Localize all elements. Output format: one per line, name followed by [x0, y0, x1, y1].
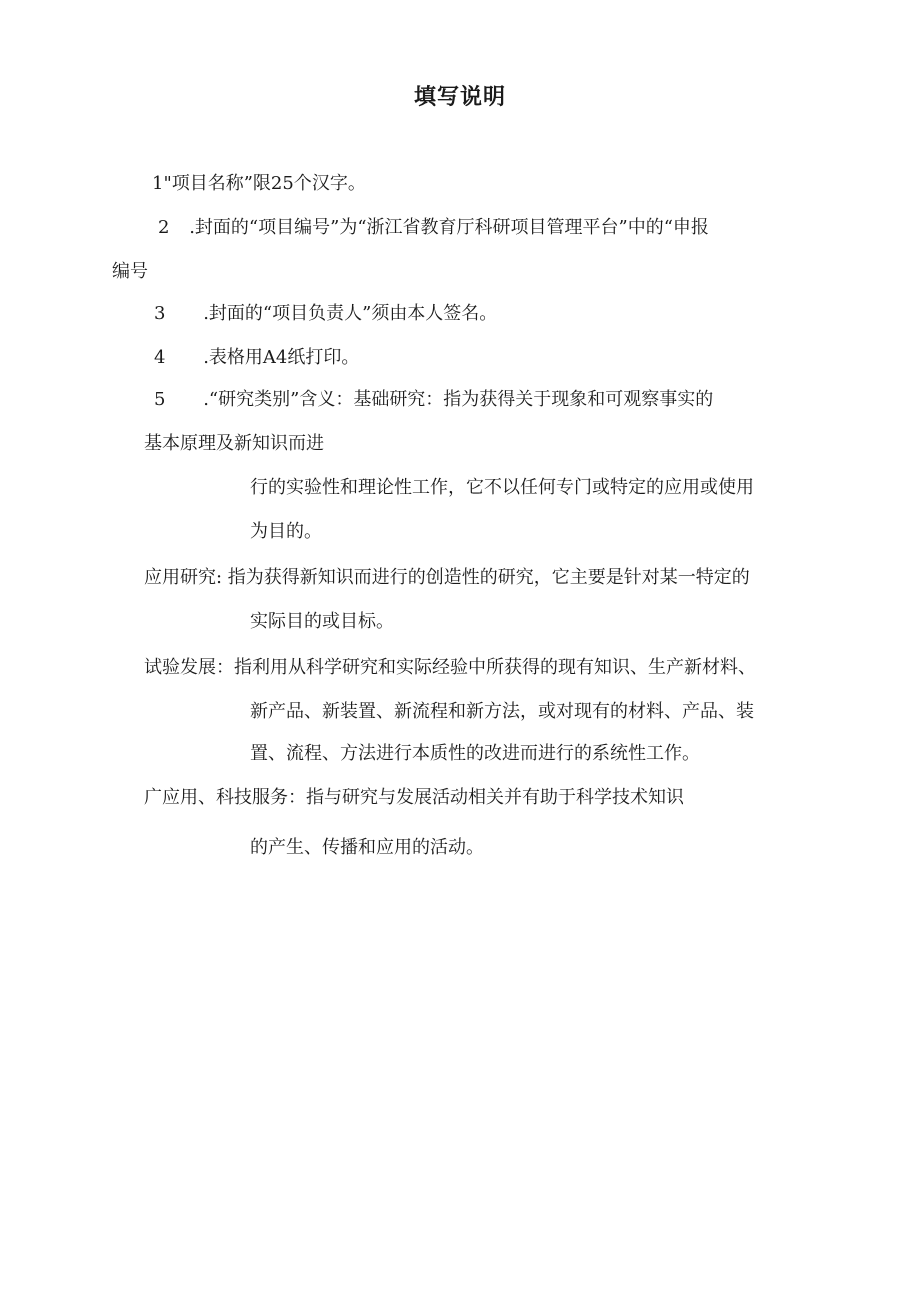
instruction-item-2-continuation: 编号 — [112, 261, 148, 282]
item-text: .封面的“项目编号”为“浙江省教育厅科研项目管理平台”中的“申报 — [189, 217, 709, 238]
basic-research-line-1: 行的实验性和理论性工作，它不以任何专门或特定的应用或使用 — [250, 477, 754, 498]
item-number: 3 — [154, 303, 166, 324]
item-number: 4 — [154, 347, 166, 368]
instruction-item-4 — [154, 346, 359, 370]
item-number: 2 — [158, 217, 170, 238]
instruction-item-5 — [154, 388, 713, 412]
item-text: .“研究类别”含义：基础研究：指为获得关于现象和可观察事实的 — [203, 389, 714, 410]
experimental-development-line-2: 新产品、新装置、新流程和新方法，或对现有的材料、产品、装 — [250, 701, 754, 722]
experimental-development-line-3: 置、流程、方法进行本质性的改进而进行的系统性工作。 — [250, 743, 700, 764]
instruction-item-3 — [154, 302, 497, 326]
item-text: .封面的“项目负责人”须由本人签名。 — [203, 303, 498, 324]
page-title: 填写说明 — [413, 85, 506, 110]
basic-research-line-2: 为目的。 — [250, 521, 322, 542]
item-text: .表格用A4纸打印。 — [203, 347, 360, 368]
applied-research-line-2: 实际目的或目标。 — [250, 611, 394, 632]
instruction-item-1: 1"项目名称”限25个汉字。 — [152, 173, 366, 194]
services-line-1: 广应用、科技服务：指与研究与发展活动相关并有助于科学技术知识 — [144, 787, 684, 808]
instruction-item-2 — [158, 216, 709, 240]
experimental-development-line-1: 试验发展：指利用从科学研究和实际经验中所获得的现有知识、生产新材料、 — [144, 657, 756, 678]
applied-research-line-1: 应用研究: 指为获得新知识而进行的创造性的研究，它主要是针对某一特定的 — [144, 567, 750, 588]
instruction-item-5-continuation: 基本原理及新知识而进 — [144, 433, 324, 454]
services-line-2: 的产生、传播和应用的活动。 — [250, 837, 484, 858]
item-number: 5 — [154, 389, 166, 410]
